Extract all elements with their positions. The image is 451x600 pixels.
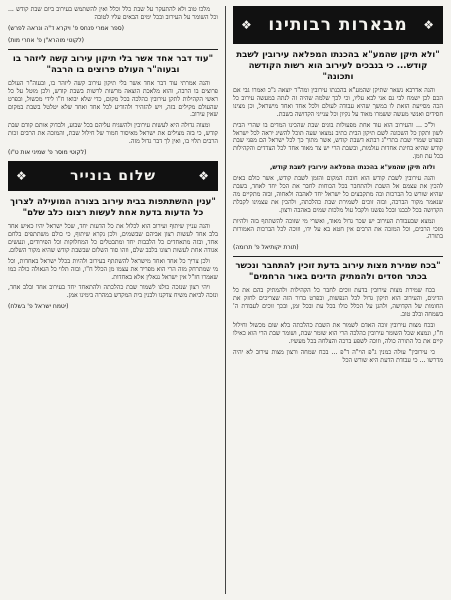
left-column — [8, 6, 218, 594]
right-column — [233, 6, 443, 594]
left-top-source: (ספר אמרי פנחס פ' ויקרא ד"ה ונראה לפרש) — [8, 24, 124, 32]
ornament-icon: ❖ — [198, 169, 210, 184]
right-paragraph-2: ול"כ ... והעירוב הוא עוד אחת מפעולות בונים שבת שהכינו המדים בו שהרי הבית לשון ותקון כל השכונה לשם תיקון הבית כתיב נמצאו שעה תוכל להשיג יראה לכל ישראל ובפרט שמרי שבת בתרי"ג רבתא דשבת קודש, אשר מתוך כך לכל ישראל הם מפני שבת קודש שהיא בחינת אחדות עולמות, ובשבת הרי יש צד מאוד אחד לכל הצדדים והקהילות בכל עת וזמן. — [233, 121, 443, 161]
left-divider-line — [8, 49, 218, 50]
right-heading-1: "ולא תיקן שהמע"א בהכנתו המפלאה עירובין לשבת קודש... כי בנבכים לעירוב הוא רשות הקודשה ותכונה" — [236, 50, 440, 82]
left-top-paragraph: מלכו טוב ולא להתעקר על שבת כלל וכלל ואין להשתמש בעירוב ביום שבת קודש ... וכל השומר על העירוב ובכל ימים הבאים עליו לטובה — [8, 6, 218, 21]
column-divider — [225, 6, 226, 594]
left-source-1: (לקוטי מוסר פ' שמיני אות ט"ו) — [8, 149, 87, 157]
right-paragraph-1: והנה אדרבא נשאר שתיקן שהמע"א בהכנתו עירובין ומה"ד יוצאה ג"כ ואמרו גבי אם הכם לכן ישמח לבי גם אני לבא עליו, וכי לכך שלמה שהיה זה לנתה במעשה עירוב כל הכה מסייעת הזאת לו במשך שהיא עבודה לעולם ולכל אחד ואחד מישראל, וכן מצינו חסידים ואנשי מעשה ששמרו מאוד על נקיון וכל ענייני הקדושה בשבת. — [233, 87, 443, 118]
left-top-source-2: (לקוטי מוהרא"ן פ' אחרי מות) — [8, 36, 84, 44]
ornament-icon: ❖ — [423, 18, 435, 32]
left-paragraph-5: ויהי רצון שנזכה כולנו לשמור שבת כהלכתה ולהתאחד יחד בעירוב אחד ובלב אחד, ונזכה לביאת משיח צדקנו ולבנין בית המקדש במהרה בימינו אמן. — [8, 284, 218, 300]
left-source-2: (יטמח ישראל פ' בשלח) — [8, 303, 69, 311]
left-paragraph-4: ולכן צריך כל אחד ואחד מישראל להשתתף בעירוב ולהיות בכלל ישראל באחדות, וכל מי שמתרחק מזה הרי הוא מפריד את עצמו מן הכלל ח"ו, ובזה תלוי כל הגאולה כולה כמו שאמרו חז"ל אין ישראל נגאלין אלא באחדות. — [8, 257, 218, 281]
left-banner-title: שלום בונייר — [70, 168, 156, 185]
ornament-icon: ❖ — [241, 18, 253, 32]
right-paragraph-4: ונמצא שבעבודת העירוב יש שכר גדול מאוד, ואשרי מי שזוכה להשתתף בזה ולהיות מזכי הרבים, וכל המזכה את הרבים אין חטא בא על ידו, וזוכה לכל הברכות האמורות בתורה. — [233, 217, 443, 241]
right-heading-3: "בכח שמירת מצות עירוב בדעת זוכין להתחבר ונכשר בכתר חסדים ולהמתיק הדינים באור הרחמים" — [235, 261, 441, 283]
right-paragraph-7: כי עירובין" עולה כמנין ג"פ הוי"ה ד"פ ... בכח שמחה ורצון מצות עירוב לא יהיה מדרשו ... כי עבודת הדעת היא שורש הכל — [233, 348, 443, 364]
left-banner — [8, 161, 218, 191]
left-paragraph-2: ומצוה גדולה היא לעשות עירובין ולהשגיח עליהם בכל שבוע, ולבדוק אותם קודם שבת קודש, כי בזה מצילים את ישראל מאיסור חמור של חילול שבת, והמזכה את הרבים זכות הרבים תלוי בו, ואין לך דבר גדול מזה. — [8, 122, 218, 146]
left-heading-2: "ענין ההשתתפות בבית עירוב בצורה המועילה לצרוך כל הדעות בדעת אחת לעשות רצונו כלב שלם" — [10, 197, 216, 219]
right-divider-line — [233, 256, 443, 257]
left-paragraph-3: והנה עניין שיתוף ועירוב הוא לכלול את כל הדעות יחד, שכל ישראל יהיו כאיש אחד בלב אחד לעשות רצון אביהם שבשמים, ולכן נקרא שיתוף, כי כולם משתתפים בלחם אחד, ובזה מתאחדים כל הלבבות יחד ומתבטלים כל המחלוקות וכל הפירודים, ונעשים אגודה אחת לעשות רצונו בלבב שלם, וזהו סוד השלום שבשבת קודש שהיא מקור השלום. — [8, 223, 218, 254]
right-paragraph-3: והנה עירובין לשבת קודש הוא חובת המקום והזמן לשבת קודש, אשר כולם באים להכין את עצמם אל השבת ולהתחבר בכל הכוחות לחבר את הכל יחד לאחד, בשבת שהיא שורש כל הברכות ובה מתקבצים כל ישראל יחד לאהבה ולאחוה, ובזה מתקיים מה שנאמר מקור הברכה, ובזה זוכים לשמירת שבת כהלכתה, ולהכין את עצמינו לקבלת הקדושה בכל לבבנו ובכל נפשנו ולקבל עול מלכות שמים באהבה ורצון. — [233, 175, 443, 214]
right-paragraph-5: בכח שמירת מצות עירובין בדעת זוכים לחבר כל הקהילות ולהמתיק בהם את כל הדינים, והעירוב הוא תיקון גדול לכל הנפשות, ובפרט בדור הזה שצריכים לחזק את החומות של הקדושה, ולהגן על הכלל כולו בכל עת ובכל זמן, ובכך זוכים לעבודת ה' בשמחה ובלב טוב. — [233, 287, 443, 319]
right-banner-title: מבארות רבותינו — [268, 15, 408, 35]
left-heading-1: "עוד דבר אחד אשר בלי תיקון עירוב קשה ליזהר בו ובעוה"ר העולם פרוצים בו הרבה" — [12, 53, 214, 75]
right-paragraph-6: ובכח מצות עירובין זוכה האדם לשמור את השבת כהלכתה בלא שום מכשול וחילול ח"ו, ונמצא שכל השומר עירובין כהלכה הרי הוא שומר שבת, ושומר שבת הרי הוא כאילו קיים את כל התורה כולה, וזוכה לשפע ברכה והצלחה בכל מעשיו. — [233, 321, 443, 345]
right-heading-2: ולזה תיקן שהמע"א בהכנתו המפלאה עירובין לשבת קודש, — [270, 164, 435, 172]
right-source-1: (תורת יקותיאל פ' תרומה) — [233, 244, 299, 252]
ornament-icon: ❖ — [16, 169, 28, 184]
left-paragraph-1: והנה אמרתי עוד דבר אחד אשר בלי תיקון עירוב קשה ליזהר בו, ובעוה"ר העולם פרוצים בו הרבה, והוא מלאכת הוצאה מרשות לרשות בשבת קודש, ולכן מוטל על כל ראשי הקהילות לתקן עירובין כהלכה בכל מקום, כדי שלא יבואו ח"ו לידי מכשול, ובפרט שהעולם מקילים בזה, ויש להזהיר ולהודיע לכל אחד ואחד שלא יטלטל בשבת במקום שאין עירוב. — [8, 79, 218, 119]
right-banner — [233, 6, 443, 44]
